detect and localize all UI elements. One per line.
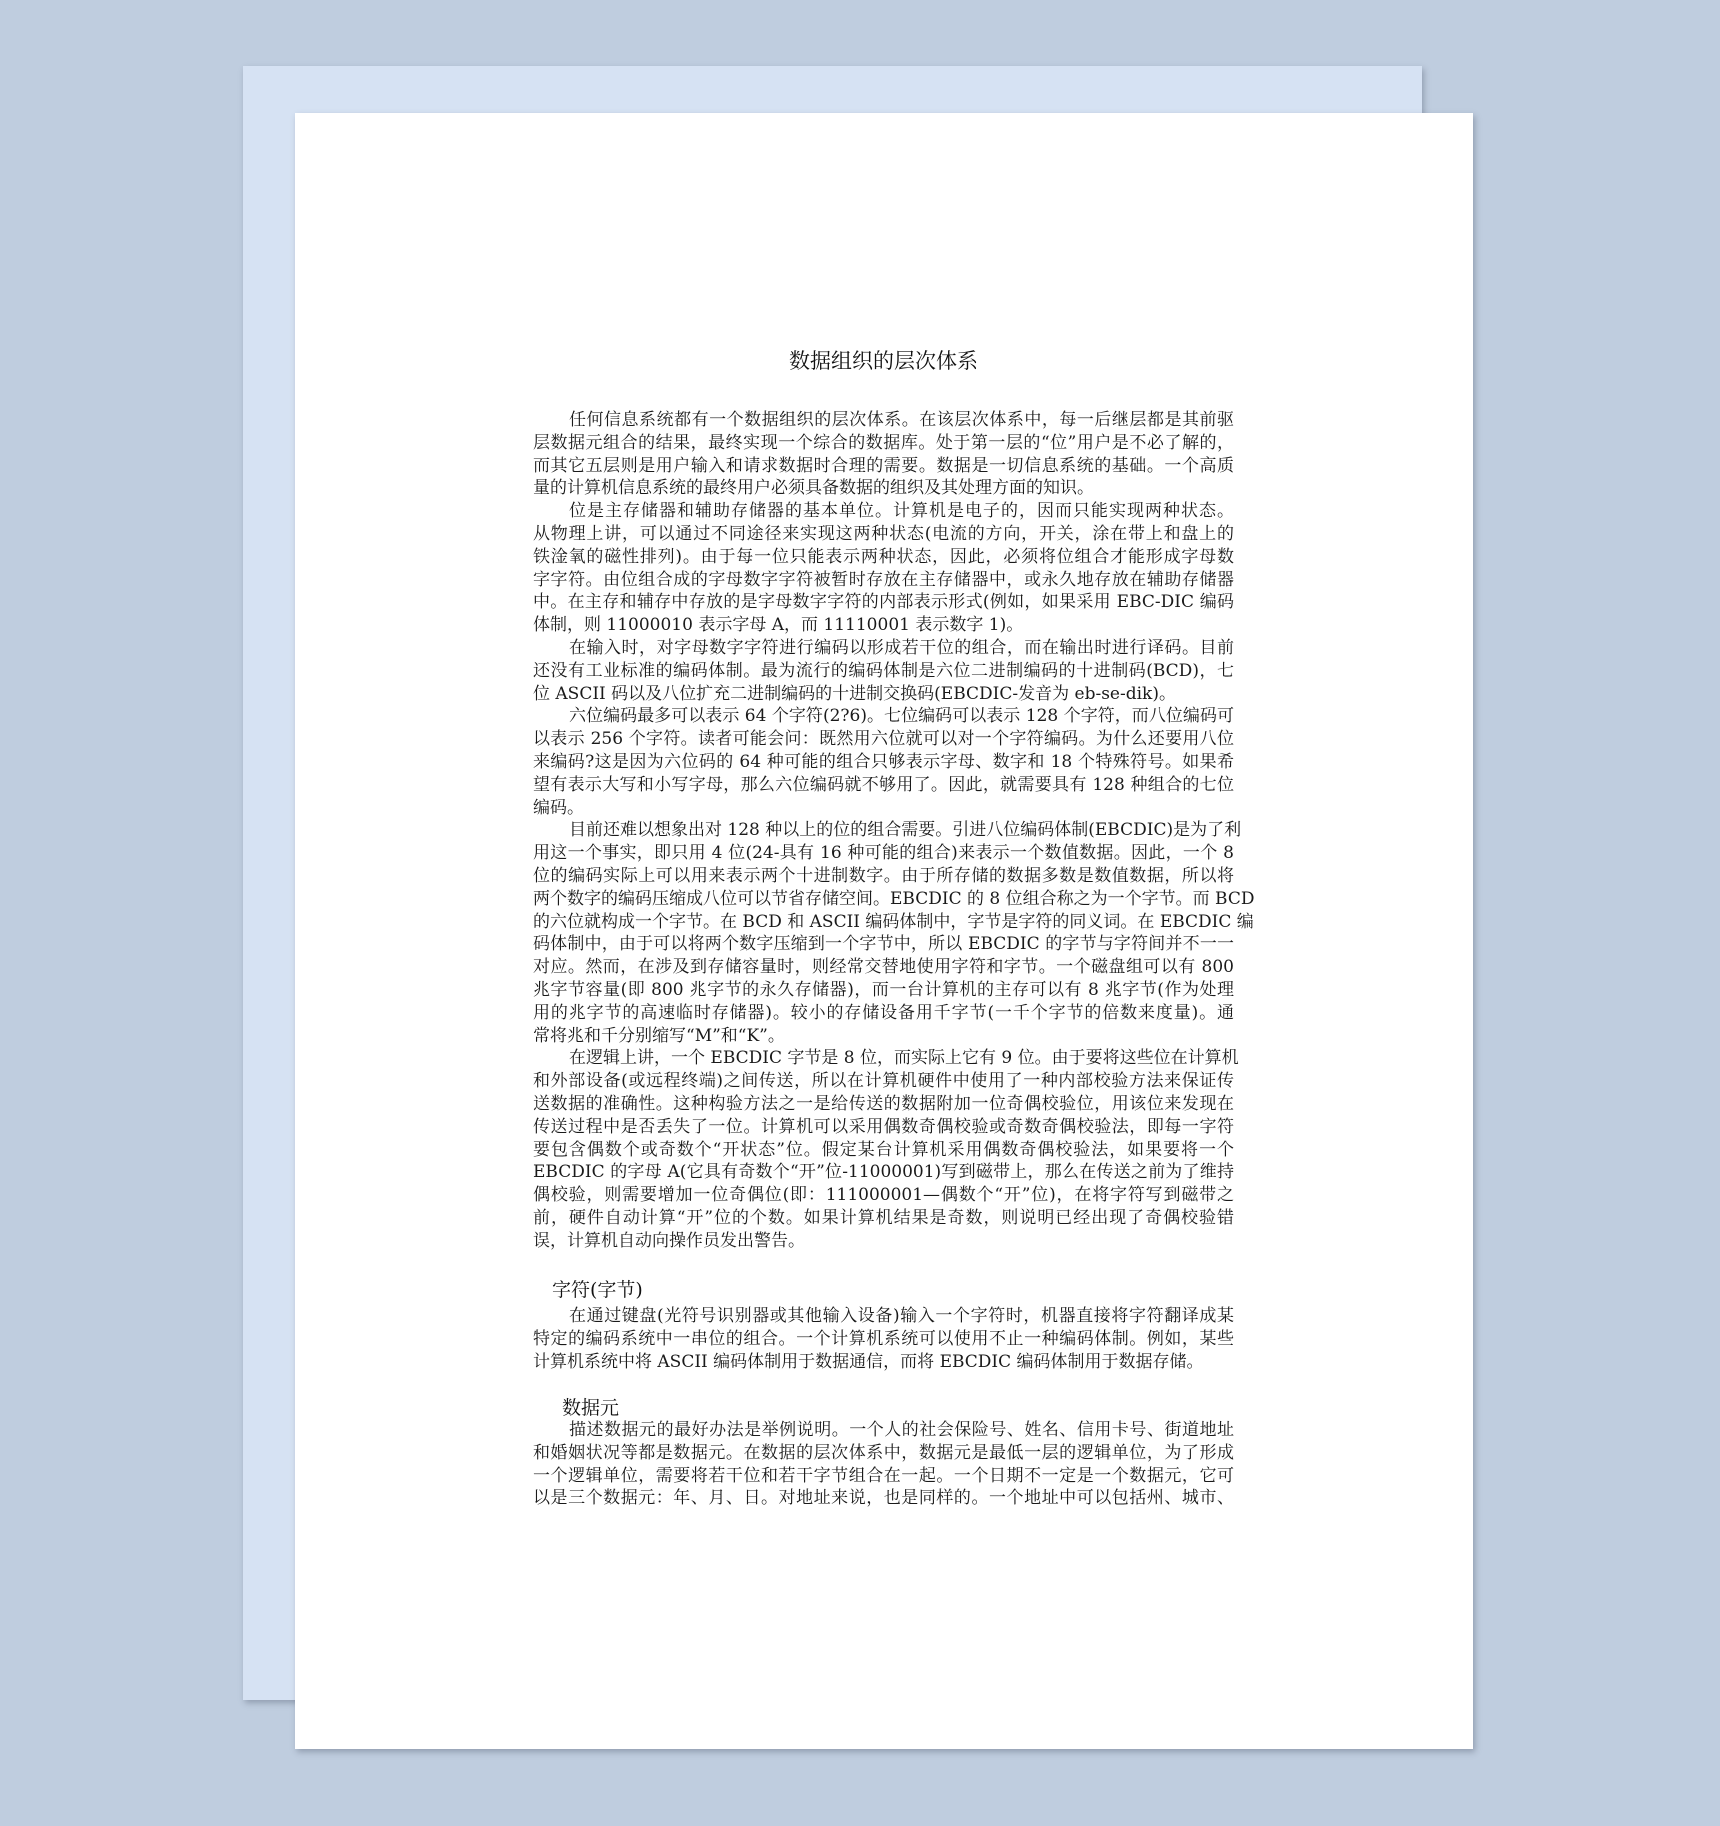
paragraph-line: 的六位就构成一个字节。在 BCD 和 ASCII 编码体制中，字节是字符的同义词。在 EBCDIC 编 — [533, 911, 1254, 932]
section-heading-data-element: 数据元 — [562, 1397, 620, 1419]
paragraph-line: 量的计算机信息系统的最终用户必须具备数据的组织及其处理方面的知识。 — [533, 478, 1094, 499]
section-data-element-body — [533, 1419, 1234, 1510]
paragraph-line: EBCDIC 的字母 A(它具有奇数个“开”位-11000001)写到磁带上，那么在传送之前为了维持 — [533, 1162, 1234, 1183]
paragraph-line: 误，计算机自动向操作员发出警告。 — [533, 1230, 805, 1251]
paragraph-line: 计算机系统中将 ASCII 编码体制用于数据通信，而将 EBCDIC 编码体制用于数据存储。 — [533, 1351, 1204, 1372]
paragraph-line: 用的兆字节的高速临时存储器)。较小的存储设备用千字节(一千个字节的倍数来度量)。通 — [533, 1002, 1234, 1023]
paragraph-line: 而其它五层则是用户输入和请求数据时合理的需要。数据是一切信息系统的基础。一个高质 — [533, 455, 1234, 476]
paragraph-line: 一个逻辑单位，需要将若干位和若干字节组合在一起。一个日期不一定是一个数据元，它可 — [533, 1465, 1234, 1486]
paragraph-line: 在输入时，对字母数字字符进行编码以形成若干位的组合，而在输出时进行译码。目前 — [569, 637, 1234, 658]
paragraph-line: 望有表示大写和小写字母，那么六位编码就不够用了。因此，就需要具有 128 种组合的七位 — [533, 774, 1234, 795]
paragraph — [533, 1305, 1234, 1373]
paragraph-line: 位 ASCII 码以及八位扩充二进制编码的十进制交换码(EBCDIC-发音为 eb-se-dik)。 — [533, 683, 1176, 704]
paragraph-line: 铁淦氧的磁性排列)。由于每一位只能表示两种状态，因此，必须将位组合才能形成字母数 — [533, 546, 1234, 567]
paragraph-line: 描述数据元的最好办法是举例说明。一个人的社会保险号、姓名、信用卡号、街道地址 — [569, 1420, 1234, 1440]
paragraph-line: 中。在主存和辅存中存放的是字母数字字符的内部表示形式(例如，如果采用 EBC-DIC 编码 — [533, 592, 1234, 613]
paragraph-line: 层数据元组合的结果，最终实现一个综合的数据库。处于第一层的“位”用户是不必了解的， — [533, 432, 1234, 453]
paragraph-line: 偶校验，则需要增加一位奇偶位(即：111000001—偶数个“开”位)，在将字符写到磁带之 — [533, 1185, 1234, 1206]
paragraph-line: 传送过程中是否丢失了一位。计算机可以采用偶数奇偶校验或奇数奇偶校验法，即每一字符 — [533, 1116, 1234, 1137]
paragraph-line: 码体制中，由于可以将两个数字压缩到一个字节中，所以 EBCDIC 的字节与字符间并不一一 — [533, 934, 1234, 955]
section-character-body — [533, 1305, 1234, 1373]
paragraph-line: 特定的编码系统中一串位的组合。一个计算机系统可以使用不止一种编码体制。例如，某些 — [533, 1328, 1234, 1349]
paragraph-line: 和婚姻状况等都是数据元。在数据的层次体系中，数据元是最低一层的逻辑单位，为了形成 — [533, 1442, 1234, 1463]
paragraph-line: 常将兆和千分别缩写“M”和“K”。 — [533, 1025, 785, 1046]
paragraph-line: 以表示 256 个字符。读者可能会问：既然用六位就可以对一个字符编码。为什么还要用八位 — [533, 729, 1234, 750]
paragraph-line: 编码。 — [533, 797, 584, 818]
paragraph-line: 字字符。由位组合成的字母数字字符被暂时存放在主存储器中，或永久地存放在辅助存储器 — [533, 569, 1234, 590]
paragraph-line: 前，硬件自动计算“开”位的个数。如果计算机结果是奇数，则说明已经出现了奇偶校验错 — [533, 1207, 1234, 1228]
paragraph-line: 体制，则 11000010 表示字母 A，而 11110001 表示数字 1)。 — [533, 615, 1024, 636]
paragraph-line: 兆字节容量(即 800 兆字节的永久存储器)，而一台计算机的主存可以有 8 兆字节(作为处理 — [533, 979, 1234, 1000]
section-heading-character: 字符(字节) — [552, 1279, 643, 1301]
paragraph-line: 对应。然而，在涉及到存储容量时，则经常交替地使用字符和字节。一个磁盘组可以有 800 — [533, 957, 1234, 978]
paragraph-line: 还没有工业标准的编码体制。最为流行的编码体制是六位二进制编码的十进制码(BCD)，七 — [533, 660, 1234, 681]
paragraph-line: 位的编码实际上可以用来表示两个十进制数字。由于所存储的数据多数是数值数据，所以将 — [533, 865, 1234, 886]
paragraph — [533, 1419, 1234, 1510]
paragraph-line: 送数据的准确性。这种构验方法之一是给传送的数据附加一位奇偶校验位，用该位来发现在 — [533, 1093, 1234, 1114]
paragraph-line: 要包含偶数个或奇数个“开状态”位。假定某台计算机采用偶数奇偶校验法，如果要将一个 — [533, 1139, 1234, 1160]
paragraph-line: 六位编码最多可以表示 64 个字符(2?6)。七位编码可以表示 128 个字符，而八位编码可 — [569, 706, 1234, 727]
paragraph — [533, 705, 1234, 819]
paragraph — [533, 819, 1255, 1047]
paragraph-line: 从物理上讲，可以通过不同途径来实现这两种状态(电流的方向，开关，涂在带上和盘上的 — [533, 523, 1234, 544]
paragraph-line: 在逻辑上讲，一个 EBCDIC 字节是 8 位，而实际上它有 9 位。由于要将这些位在计算机 — [569, 1048, 1239, 1069]
paragraph — [533, 1047, 1239, 1252]
document-title: 数据组织的层次体系 — [789, 349, 978, 373]
paragraph-line: 来编码?这是因为六位码的 64 种可能的组合只够表示字母、数字和 18 个特殊符号。如果希 — [533, 751, 1234, 772]
paragraph-line: 以是三个数据元：年、月、日。对地址来说，也是同样的。一个地址中可以包括州、城市、 — [533, 1488, 1234, 1509]
paragraph-line: 在通过键盘(光符号识别器或其他输入设备)输入一个字符时，机器直接将字符翻译成某 — [569, 1306, 1234, 1326]
paragraph-line: 两个数字的编码压缩成八位可以节省存储空间。EBCDIC 的 8 位组合称之为一个字节。而 BCD — [533, 888, 1255, 909]
section-intro-body — [533, 409, 1255, 1252]
paragraph — [533, 500, 1234, 637]
paragraph-line: 目前还难以想象出对 128 种以上的位的组合需要。引进八位编码体制(EBCDIC)是为了利 — [569, 820, 1242, 841]
paragraph — [533, 409, 1234, 500]
paragraph — [533, 637, 1234, 705]
paragraph-line: 和外部设备(或远程终端)之间传送，所以在计算机硬件中使用了一种内部校验方法来保证传 — [533, 1071, 1234, 1092]
paragraph-line: 用这一个事实，即只用 4 位(24-具有 16 种可能的组合)来表示一个数值数据。因此，一个 8 — [533, 843, 1234, 864]
paragraph-line: 任何信息系统都有一个数据组织的层次体系。在该层次体系中，每一后继层都是其前驱 — [569, 410, 1234, 430]
paragraph-line: 位是主存储器和辅助存储器的基本单位。计算机是电子的，因而只能实现两种状态。 — [569, 501, 1234, 522]
